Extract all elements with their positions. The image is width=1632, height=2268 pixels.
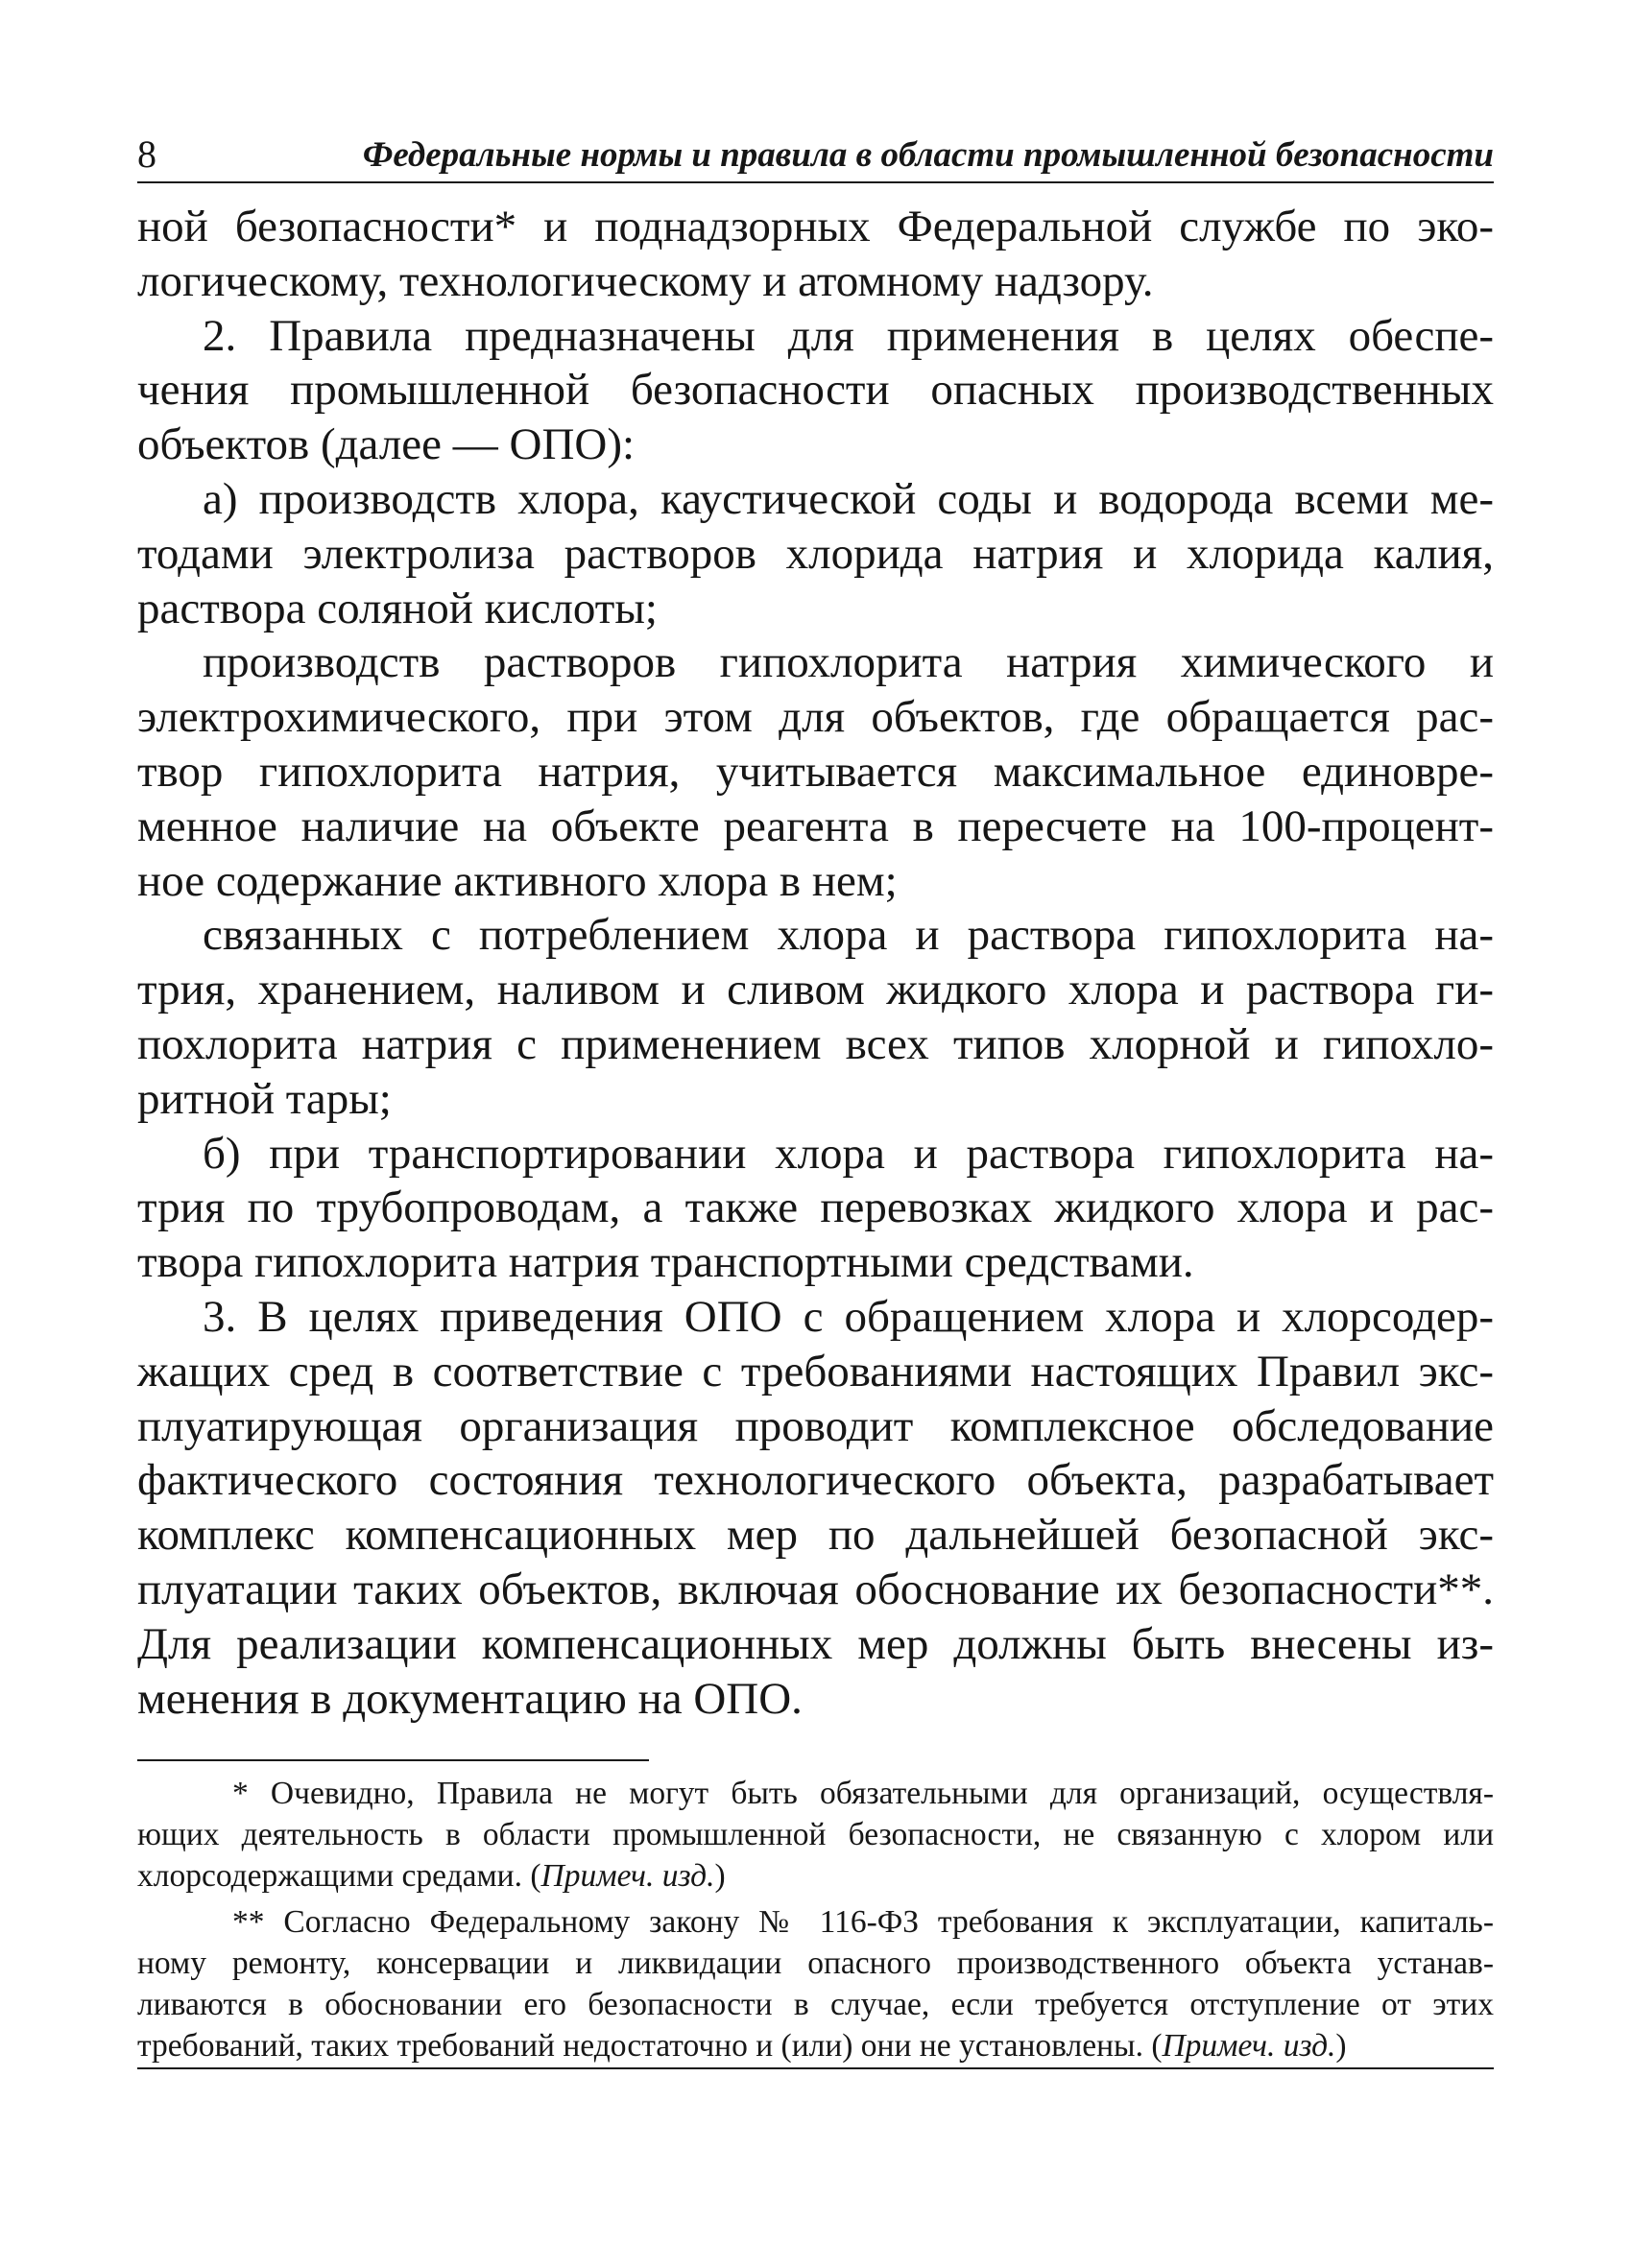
page-number: 8 <box>137 132 156 176</box>
footnote-line: ливаются в обосновании его безопасности в случае, если требуется отступление от этих <box>137 1986 1494 2022</box>
text-line: чения промышленной безопасности опасных производственных <box>137 365 1494 416</box>
footnote-paren: ) <box>1335 2028 1347 2065</box>
text-line: объектов (далее — ОПО): <box>137 419 636 470</box>
running-header <box>137 128 1494 183</box>
text-line: б) при транспортировании хлора и раствора гипохлорита на- <box>203 1128 1494 1179</box>
text-line: жащих сред в соответствие с требованиями настоящих Правил экс- <box>137 1346 1494 1397</box>
text-line: комплекс компенсационных мер по дальнейшей безопасной экс- <box>137 1510 1494 1561</box>
editor-note-tag: Примеч. изд. <box>540 1858 715 1895</box>
footnote-separator <box>137 1759 649 1761</box>
bottom-rule <box>137 2067 1494 2069</box>
text-line: электрохимического, при этом для объектов, где обращается рас- <box>137 692 1494 743</box>
text-line: ритной тары; <box>137 1073 392 1124</box>
editor-note-tag: Примеч. изд. <box>1162 2028 1336 2065</box>
footnote-line <box>137 2025 1494 2066</box>
main-text <box>137 200 1494 1726</box>
text-line: плуатации таких объектов, включая обоснование их безопасности**. <box>137 1564 1494 1614</box>
footnote-line: * Очевидно, Правила не могут быть обязательными для организаций, осуществля- <box>232 1776 1494 1811</box>
footnote-line <box>137 1855 1494 1897</box>
text-line: твора гипохлорита натрия транспортными средствами. <box>137 1237 1194 1288</box>
text-line: 3. В целях приведения ОПО с обращением хлора и хлорсодер- <box>203 1291 1494 1342</box>
text-line: связанных с потреблением хлора и раствора гипохлорита на- <box>203 910 1494 961</box>
footnote-text: хлорсодержащими средами. <box>137 1858 522 1895</box>
text-line: трия, хранением, наливом и сливом жидкого хлора и раствора ги- <box>137 965 1494 1015</box>
text-line: тодами электролиза растворов хлорида натрия и хлорида калия, <box>137 528 1494 579</box>
text-line: фактического состояния технологического объекта, разрабатывает <box>137 1455 1494 1506</box>
footnote-paren: ( <box>1142 2028 1163 2065</box>
text-line: менения в документацию на ОПО. <box>137 1673 803 1724</box>
text-line: твор гипохлорита натрия, учитывается максимальное единовре- <box>137 746 1494 797</box>
footnote-paren: ( <box>522 1858 541 1895</box>
footnote-text: требований, таких требований недостаточно и (или) они не установлены. <box>137 2028 1143 2065</box>
text-line: менное наличие на объекте реагента в пересчете на 100-процент- <box>137 800 1494 851</box>
text-line: а) производств хлора, каустической соды и водорода всеми ме- <box>203 473 1494 524</box>
footnote-line: ющих деятельность в области промышленной безопасности, не связанную с хлором или <box>137 1817 1494 1853</box>
text-line: трия по трубопроводам, а также перевозках жидкого хлора и рас- <box>137 1182 1494 1233</box>
text-line: 2. Правила предназначены для применения в целях обеспе- <box>203 310 1494 361</box>
footnote-paren: ) <box>714 1858 726 1895</box>
text-line: ное содержание активного хлора в нем; <box>137 855 898 906</box>
footnote-line: ** Согласно Федеральному закону № 116-ФЗ требования к эксплуатации, капиталь- <box>232 1903 1494 1940</box>
text-line: Для реализации компенсационных мер должны быть внесены из- <box>137 1618 1494 1669</box>
text-line: похлорита натрия с применением всех типов хлорной и гипохло- <box>137 1018 1494 1069</box>
text-line: логическому, технологическому и атомному надзору. <box>137 255 1154 306</box>
footnotes <box>137 1773 1494 2066</box>
text-line: плуатирующая организация проводит комплексное обследование <box>137 1400 1494 1451</box>
text-line: раствора соляной кислоты; <box>137 583 658 633</box>
footnote-line: ному ремонту, консервации и ликвидации опасного производственного объекта устанав- <box>137 1945 1494 1981</box>
running-title: Федеральные нормы и правила в области промышленной безопасности <box>362 135 1494 175</box>
text-line: ной безопасности* и поднадзорных Федеральной службе по эко- <box>137 202 1494 251</box>
text-line: производств растворов гипохлорита натрия химического и <box>203 637 1494 688</box>
